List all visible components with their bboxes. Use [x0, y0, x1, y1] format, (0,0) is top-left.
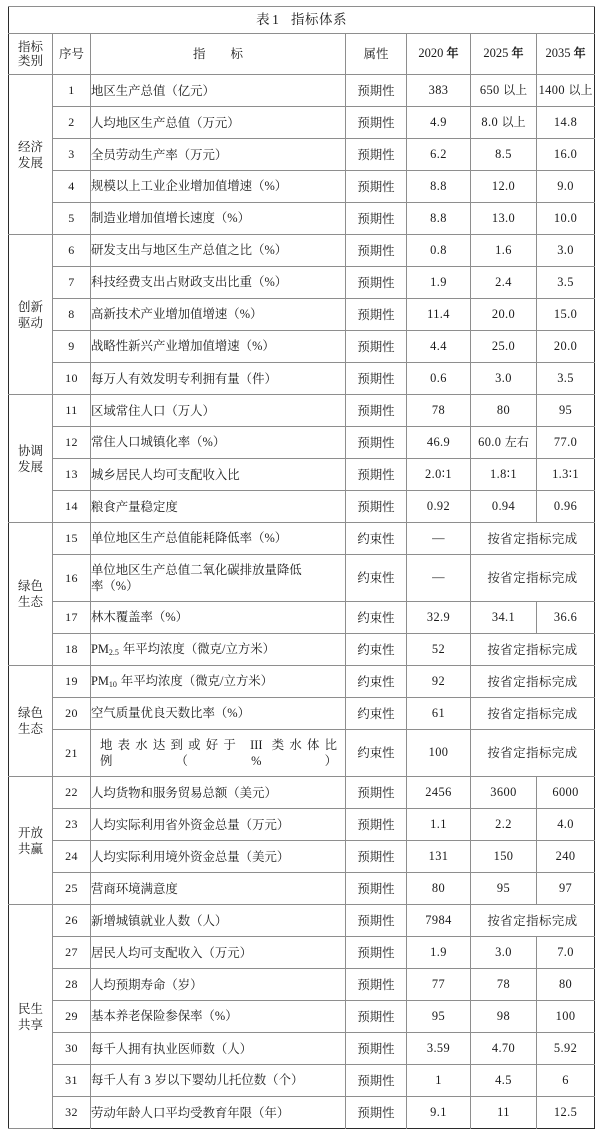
indicator-name-cell: 人均货物和服务贸易总额（美元）: [91, 777, 346, 809]
value-2035: 15.0: [537, 299, 595, 331]
row-sequence-number: 22: [53, 777, 91, 809]
value-2035: 14.8: [537, 107, 595, 139]
row-sequence-number: 16: [53, 555, 91, 602]
table-row: [9, 75, 595, 107]
table-row: [9, 299, 595, 331]
value-2025: 2.2: [471, 809, 537, 841]
value-2035: 3.5: [537, 363, 595, 395]
category-cell: 绿色 生态: [9, 523, 53, 666]
value-2025: 20.0: [471, 299, 537, 331]
row-sequence-number: 4: [53, 171, 91, 203]
value-2020: 11.4: [407, 299, 471, 331]
category-cell: 民生 共享: [9, 905, 53, 1129]
value-2035: 36.6: [537, 602, 595, 634]
row-sequence-number: 10: [53, 363, 91, 395]
value-2025: 98: [471, 1001, 537, 1033]
value-2020: 0.8: [407, 235, 471, 267]
table-row: [9, 698, 595, 730]
table-row: [9, 139, 595, 171]
indicator-name-cell: 常住人口城镇化率（%）: [91, 427, 346, 459]
indicator-name-cell: $PM_{2.5}$ 年平均浓度（微克/立方米）: [91, 634, 346, 666]
value-province-target: 按省定指标完成: [471, 555, 595, 602]
row-sequence-number: 25: [53, 873, 91, 905]
row-sequence-number: 21: [53, 730, 91, 777]
attribute-cell: 预期性: [346, 873, 407, 905]
value-2020: 78: [407, 395, 471, 427]
indicator-name-cell: 单位地区生产总值能耗降低率（%）: [91, 523, 346, 555]
table-row: [9, 937, 595, 969]
table-row: [9, 267, 595, 299]
attribute-cell: 约束性: [346, 602, 407, 634]
attribute-cell: 预期性: [346, 809, 407, 841]
attribute-cell: 预期性: [346, 937, 407, 969]
column-header-2020: 2020 年: [407, 34, 471, 75]
indicator-name-cell: 地表水达到或好于 III 类水体比 例（%）: [91, 730, 346, 777]
value-2035: 9.0: [537, 171, 595, 203]
value-2025: 3600: [471, 777, 537, 809]
value-2020: 2456: [407, 777, 471, 809]
value-2035: 12.5: [537, 1097, 595, 1129]
indicator-name-cell: 每千人拥有执业医师数（人）: [91, 1033, 346, 1065]
value-2025: 25.0: [471, 331, 537, 363]
indicator-name-cell: 人均实际利用境外资金总量（美元）: [91, 841, 346, 873]
value-2035: 3.5: [537, 267, 595, 299]
table-title-row: [9, 7, 595, 34]
value-2020: 2.0∶1: [407, 459, 471, 491]
table-title: 表 1 指标体系: [9, 7, 595, 34]
value-2025: 8.0 以上: [471, 107, 537, 139]
value-2025: 78: [471, 969, 537, 1001]
column-header-2035: 2035 年: [537, 34, 595, 75]
indicator-name-cell: 制造业增加值增长速度（%）: [91, 203, 346, 235]
value-2035: 80: [537, 969, 595, 1001]
table-row: [9, 1097, 595, 1129]
row-sequence-number: 23: [53, 809, 91, 841]
table-row: [9, 235, 595, 267]
attribute-cell: 预期性: [346, 427, 407, 459]
attribute-cell: 预期性: [346, 203, 407, 235]
indicator-name-cell: 规模以上工业企业增加值增速（%）: [91, 171, 346, 203]
value-2035: 100: [537, 1001, 595, 1033]
value-province-target: 按省定指标完成: [471, 634, 595, 666]
indicator-name-cell: $PM_{10}$ 年平均浓度（微克/立方米）: [91, 666, 346, 698]
row-sequence-number: 20: [53, 698, 91, 730]
attribute-cell: 约束性: [346, 698, 407, 730]
attribute-cell: 预期性: [346, 905, 407, 937]
value-2035: 5.92: [537, 1033, 595, 1065]
attribute-cell: 预期性: [346, 331, 407, 363]
column-header-2025: 2025 年: [471, 34, 537, 75]
attribute-cell: 预期性: [346, 969, 407, 1001]
value-2020: 4.4: [407, 331, 471, 363]
row-sequence-number: 2: [53, 107, 91, 139]
table-row: [9, 395, 595, 427]
table-row: [9, 427, 595, 459]
indicator-name-cell: 科技经费支出占财政支出比重（%）: [91, 267, 346, 299]
row-sequence-number: 26: [53, 905, 91, 937]
table-row: [9, 841, 595, 873]
value-2025: 650 以上: [471, 75, 537, 107]
value-2025: 11: [471, 1097, 537, 1129]
table-row: [9, 730, 595, 777]
value-province-target: 按省定指标完成: [471, 523, 595, 555]
row-sequence-number: 1: [53, 75, 91, 107]
value-2020: 4.9: [407, 107, 471, 139]
table-row: [9, 203, 595, 235]
value-2020: 0.6: [407, 363, 471, 395]
attribute-cell: 预期性: [346, 1033, 407, 1065]
value-2025: 13.0: [471, 203, 537, 235]
value-2025: 12.0: [471, 171, 537, 203]
row-sequence-number: 27: [53, 937, 91, 969]
row-sequence-number: 14: [53, 491, 91, 523]
attribute-cell: 预期性: [346, 1001, 407, 1033]
value-2020: 7984: [407, 905, 471, 937]
attribute-cell: 预期性: [346, 267, 407, 299]
indicator-name-cell: 粮食产量稳定度: [91, 491, 346, 523]
indicator-system-table: [8, 6, 595, 1129]
table-row: [9, 363, 595, 395]
table-row: [9, 331, 595, 363]
attribute-cell: 约束性: [346, 730, 407, 777]
row-sequence-number: 24: [53, 841, 91, 873]
attribute-cell: 预期性: [346, 107, 407, 139]
value-2035: 20.0: [537, 331, 595, 363]
value-2025: 80: [471, 395, 537, 427]
value-2035: 77.0: [537, 427, 595, 459]
value-2035: 1400 以上: [537, 75, 595, 107]
value-2020: —: [407, 523, 471, 555]
attribute-cell: 预期性: [346, 363, 407, 395]
table-row: [9, 491, 595, 523]
value-2025: 0.94: [471, 491, 537, 523]
row-sequence-number: 6: [53, 235, 91, 267]
row-sequence-number: 5: [53, 203, 91, 235]
table-row: [9, 809, 595, 841]
table-row: [9, 666, 595, 698]
attribute-cell: 预期性: [346, 841, 407, 873]
attribute-cell: 预期性: [346, 1065, 407, 1097]
row-sequence-number: 12: [53, 427, 91, 459]
indicator-name-cell: 每万人有效发明专利拥有量（件）: [91, 363, 346, 395]
value-2020: 100: [407, 730, 471, 777]
attribute-cell: 约束性: [346, 666, 407, 698]
category-cell: 创新 驱动: [9, 235, 53, 395]
value-2020: 131: [407, 841, 471, 873]
value-province-target: 按省定指标完成: [471, 698, 595, 730]
value-province-target: 按省定指标完成: [471, 730, 595, 777]
table-row: [9, 905, 595, 937]
row-sequence-number: 31: [53, 1065, 91, 1097]
table-row: [9, 969, 595, 1001]
attribute-cell: 预期性: [346, 459, 407, 491]
row-sequence-number: 8: [53, 299, 91, 331]
value-2025: 3.0: [471, 937, 537, 969]
indicator-name-cell: 劳动年龄人口平均受教育年限（年）: [91, 1097, 346, 1129]
value-province-target: 按省定指标完成: [471, 905, 595, 937]
table-row: [9, 107, 595, 139]
value-2020: 383: [407, 75, 471, 107]
value-2020: —: [407, 555, 471, 602]
indicator-name-cell: 空气质量优良天数比率（%）: [91, 698, 346, 730]
value-2020: 8.8: [407, 203, 471, 235]
value-2035: 95: [537, 395, 595, 427]
indicator-name-cell: 新增城镇就业人数（人）: [91, 905, 346, 937]
column-header-attribute: 属性: [346, 34, 407, 75]
attribute-cell: 约束性: [346, 523, 407, 555]
attribute-cell: 预期性: [346, 1097, 407, 1129]
table-row: [9, 873, 595, 905]
value-2035: 7.0: [537, 937, 595, 969]
value-2020: 92: [407, 666, 471, 698]
value-2035: 10.0: [537, 203, 595, 235]
indicator-name-cell: 研发支出与地区生产总值之比（%）: [91, 235, 346, 267]
value-2020: 32.9: [407, 602, 471, 634]
value-2020: 1.1: [407, 809, 471, 841]
value-2035: 0.96: [537, 491, 595, 523]
category-cell: 经济 发展: [9, 75, 53, 235]
value-2035: 240: [537, 841, 595, 873]
value-2020: 1: [407, 1065, 471, 1097]
row-sequence-number: 9: [53, 331, 91, 363]
row-sequence-number: 30: [53, 1033, 91, 1065]
table-row: [9, 1033, 595, 1065]
attribute-cell: 预期性: [346, 299, 407, 331]
attribute-cell: 约束性: [346, 634, 407, 666]
indicator-name-cell: 单位地区生产总值二氧化碳排放量降低 率（%）: [91, 555, 346, 602]
attribute-cell: 预期性: [346, 171, 407, 203]
table-row: [9, 171, 595, 203]
attribute-cell: 预期性: [346, 395, 407, 427]
indicator-name-cell: 人均地区生产总值（万元）: [91, 107, 346, 139]
column-header-seq: 序号: [53, 34, 91, 75]
category-cell: 绿色 生态: [9, 666, 53, 777]
attribute-cell: 预期性: [346, 139, 407, 171]
category-cell: 协调 发展: [9, 395, 53, 523]
indicator-name-cell: 区域常住人口（万人）: [91, 395, 346, 427]
indicator-name-cell: 营商环境满意度: [91, 873, 346, 905]
column-header-category: 指标 类别: [9, 34, 53, 75]
category-cell: 开放 共赢: [9, 777, 53, 905]
indicator-name-cell: 每千人有 3 岁以下婴幼儿托位数（个）: [91, 1065, 346, 1097]
value-2035: 97: [537, 873, 595, 905]
table-header-row: [9, 34, 595, 75]
row-sequence-number: 15: [53, 523, 91, 555]
value-2020: 1.9: [407, 937, 471, 969]
value-province-target: 按省定指标完成: [471, 666, 595, 698]
table-row: [9, 523, 595, 555]
row-sequence-number: 28: [53, 969, 91, 1001]
value-2025: 1.6: [471, 235, 537, 267]
value-2025: 150: [471, 841, 537, 873]
attribute-cell: 预期性: [346, 75, 407, 107]
value-2025: 95: [471, 873, 537, 905]
value-2025: 60.0 左右: [471, 427, 537, 459]
value-2020: 77: [407, 969, 471, 1001]
value-2020: 9.1: [407, 1097, 471, 1129]
indicator-name-cell: 高新技术产业增加值增速（%）: [91, 299, 346, 331]
value-2020: 8.8: [407, 171, 471, 203]
row-sequence-number: 32: [53, 1097, 91, 1129]
value-2025: 1.8∶1: [471, 459, 537, 491]
table-row: [9, 555, 595, 602]
value-2020: 46.9: [407, 427, 471, 459]
value-2020: 0.92: [407, 491, 471, 523]
attribute-cell: 预期性: [346, 491, 407, 523]
row-sequence-number: 19: [53, 666, 91, 698]
table-row: [9, 634, 595, 666]
attribute-cell: 约束性: [346, 555, 407, 602]
attribute-cell: 预期性: [346, 235, 407, 267]
indicator-name-cell: 全员劳动生产率（万元）: [91, 139, 346, 171]
value-2020: 52: [407, 634, 471, 666]
value-2025: 3.0: [471, 363, 537, 395]
value-2025: 34.1: [471, 602, 537, 634]
value-2020: 1.9: [407, 267, 471, 299]
table-row: [9, 602, 595, 634]
value-2020: 3.59: [407, 1033, 471, 1065]
value-2020: 80: [407, 873, 471, 905]
row-sequence-number: 3: [53, 139, 91, 171]
value-2035: 6: [537, 1065, 595, 1097]
table-row: [9, 1001, 595, 1033]
attribute-cell: 预期性: [346, 777, 407, 809]
row-sequence-number: 7: [53, 267, 91, 299]
row-sequence-number: 11: [53, 395, 91, 427]
row-sequence-number: 17: [53, 602, 91, 634]
row-sequence-number: 18: [53, 634, 91, 666]
indicator-name-cell: 人均实际利用省外资金总量（万元）: [91, 809, 346, 841]
column-header-indicator: 指 标: [91, 34, 346, 75]
table-row: [9, 459, 595, 491]
value-2020: 95: [407, 1001, 471, 1033]
table-row: [9, 777, 595, 809]
value-2035: 3.0: [537, 235, 595, 267]
indicator-name-cell: 地区生产总值（亿元）: [91, 75, 346, 107]
indicator-name-cell: 人均预期寿命（岁）: [91, 969, 346, 1001]
value-2025: 4.70: [471, 1033, 537, 1065]
indicator-name-cell: 基本养老保险参保率（%）: [91, 1001, 346, 1033]
indicator-name-cell: 居民人均可支配收入（万元）: [91, 937, 346, 969]
value-2020: 6.2: [407, 139, 471, 171]
value-2035: 4.0: [537, 809, 595, 841]
value-2035: 1.3∶1: [537, 459, 595, 491]
value-2025: 4.5: [471, 1065, 537, 1097]
row-sequence-number: 13: [53, 459, 91, 491]
value-2035: 6000: [537, 777, 595, 809]
indicator-name-cell: 林木覆盖率（%）: [91, 602, 346, 634]
indicator-name-cell: 战略性新兴产业增加值增速（%）: [91, 331, 346, 363]
value-2025: 2.4: [471, 267, 537, 299]
indicator-name-cell: 城乡居民人均可支配收入比: [91, 459, 346, 491]
value-2025: 8.5: [471, 139, 537, 171]
row-sequence-number: 29: [53, 1001, 91, 1033]
value-2020: 61: [407, 698, 471, 730]
value-2035: 16.0: [537, 139, 595, 171]
table-row: [9, 1065, 595, 1097]
